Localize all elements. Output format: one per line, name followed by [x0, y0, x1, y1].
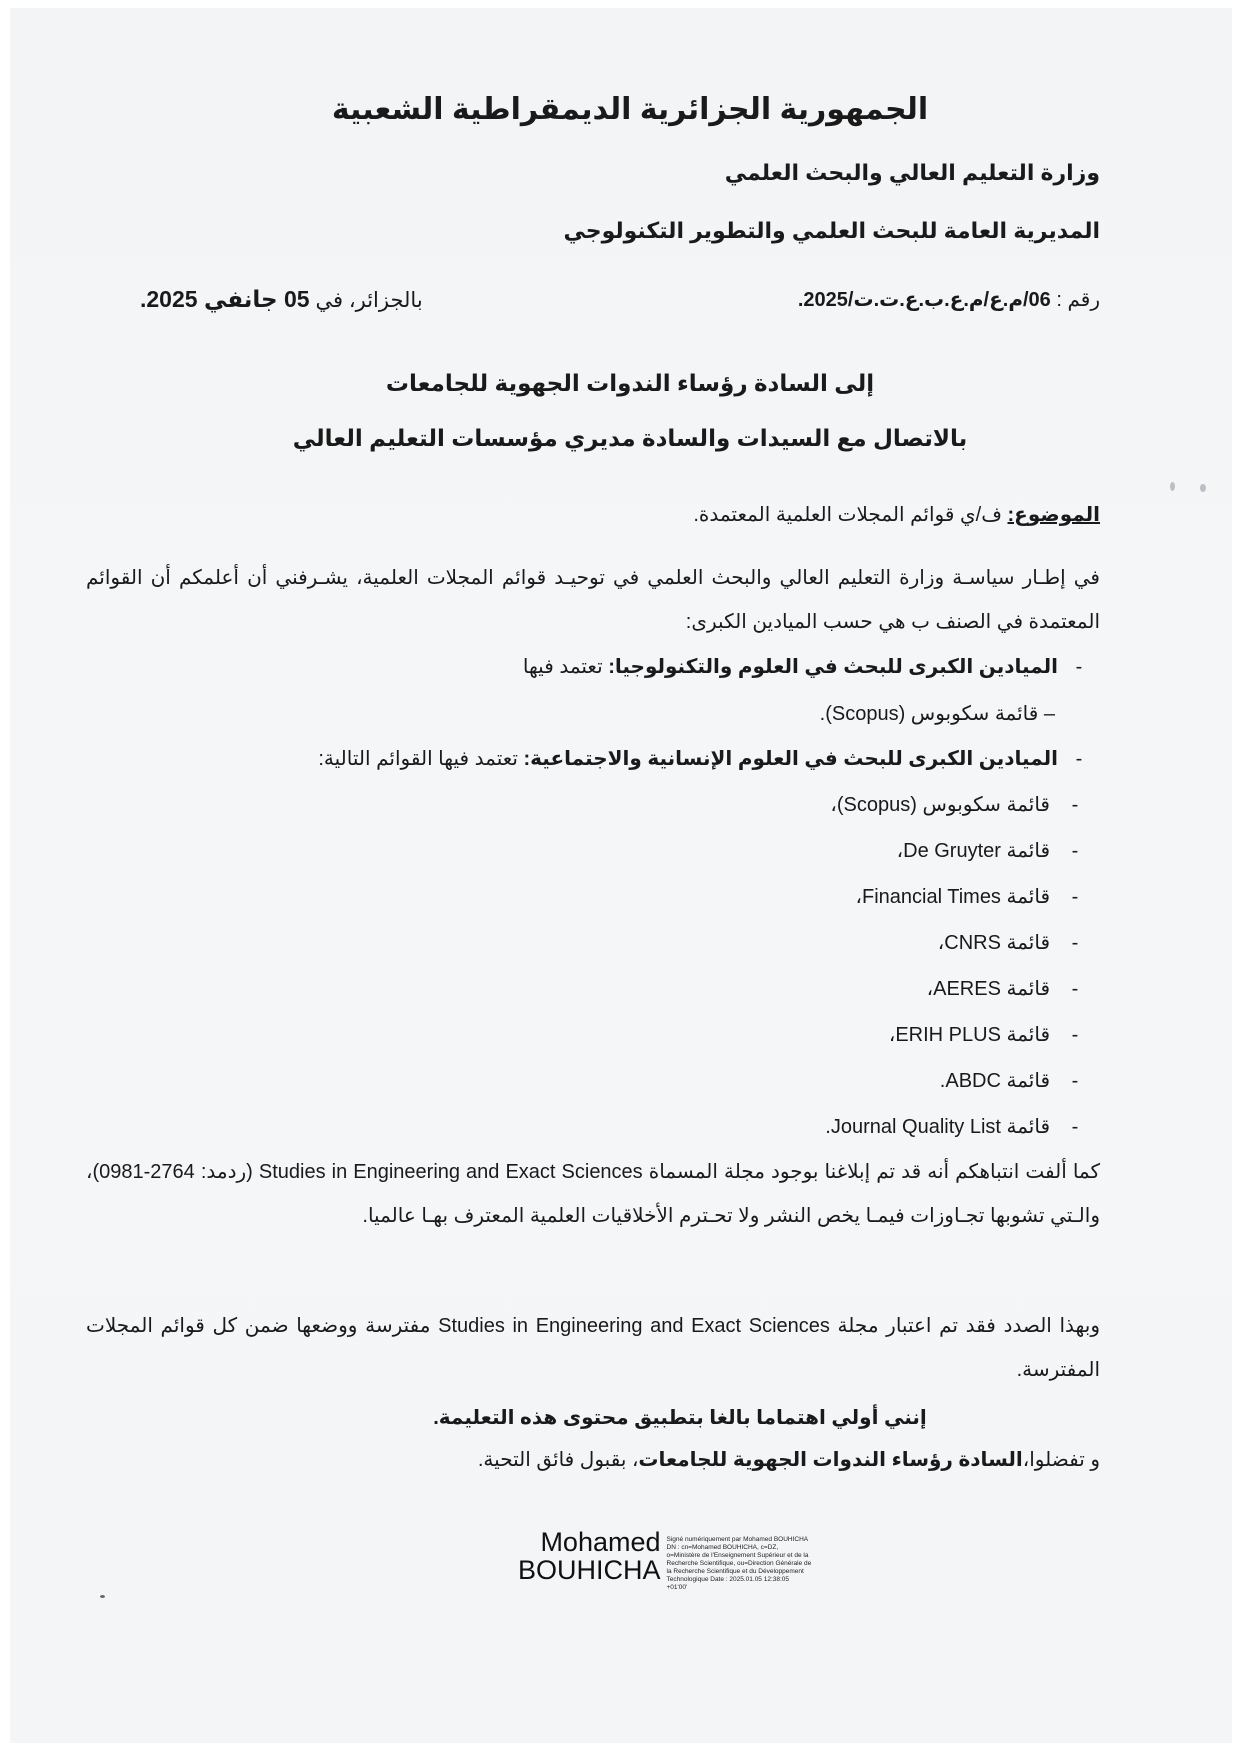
- list-item: [938, 930, 1100, 955]
- list-dash: -: [1071, 840, 1079, 862]
- subject-text: ف/ي قوائم المجلات العلمية المعتمدة.: [693, 504, 1008, 526]
- list-item-text: قائمة AERES،: [926, 978, 1050, 1000]
- emphasis-statement: إنني أولي اهتماما بالغا بتطبيق محتوى هذه التعليمة.: [433, 1407, 927, 1429]
- classification-paragraph: وبهذا الصدد فقد تم اعتبار مجلة Studies in Engineering and Exact Sciences مفترسة ووضعها ضمن كل قوائم المجلات المفترسة.: [86, 1315, 1100, 1381]
- list-item-text: قائمة ERIH PLUS،: [888, 1024, 1050, 1046]
- scan-speck: [100, 1595, 105, 1598]
- list-dash: -: [1071, 1024, 1079, 1046]
- closing-salutation: [478, 1447, 1100, 1472]
- reference-value: 06/م.ع/م.ع.ب.ع.ت.ت/2025.: [797, 289, 1051, 311]
- bullet-dash: -: [1075, 748, 1083, 770]
- domain-title: الميادين الكبرى للبحث في العلوم الإنسانية والاجتماعية:: [523, 748, 1058, 770]
- date-value: 05 جانفي 2025.: [140, 286, 310, 312]
- intro-paragraph: في إطـار سياسـة وزارة التعليم العالي والبحث العلمي في توحيـد قوائم المجلات العلمية، يشـرفني أن أعلمكم أن القوائم المعتمدة في الصنف ب هي حسب الميادين الكبرى:: [86, 567, 1100, 633]
- domain-humanities-social: [318, 746, 1100, 771]
- list-item-text: قائمة ABDC.: [939, 1070, 1050, 1092]
- signatory-first-name: Mohamed: [540, 1527, 661, 1557]
- list-dash: -: [1071, 1116, 1079, 1138]
- list-item: [856, 884, 1100, 909]
- addressee-line-1: إلى السادة رؤساء الندوات الجهوية للجامعات: [385, 370, 875, 396]
- digital-signature: [518, 1528, 812, 1592]
- closing-suffix: ، بقبول فائق التحية.: [477, 1449, 639, 1471]
- predatory-notice-paragraph: كما ألفت انتباهكم أنه قد تم إبلاغنا بوجود مجلة المسماة Studies in Engineering and Exact Sciences (ردمد: 2764-0981)، والـتي تشوبها تجـاوزات فيمـا يخص النشر ولا تحـترم الأخلاقيات العلمية المعترف بهـا عالميا.: [86, 1161, 1100, 1227]
- scan-speck: [1200, 484, 1206, 492]
- list-dash: -: [1071, 932, 1079, 954]
- list-item-text: قائمة Financial Times،: [855, 886, 1050, 908]
- list-item: [897, 838, 1100, 863]
- reference-number: [798, 287, 1100, 312]
- closing-addressee: السادة رؤساء الندوات الجهوية للجامعات: [638, 1449, 1023, 1471]
- list-dash: -: [1071, 1070, 1079, 1092]
- ministry-name: وزارة التعليم العالي والبحث العلمي: [724, 160, 1100, 185]
- subject-line: [693, 502, 1100, 527]
- list-item: [940, 1068, 1100, 1093]
- list-item-text: قائمة CNRS،: [937, 932, 1050, 954]
- domain-science-technology: [523, 654, 1100, 679]
- closing-prefix: و تفضلوا،: [1022, 1449, 1100, 1471]
- bullet-dash: -: [1075, 656, 1083, 678]
- list-item: [927, 976, 1100, 1001]
- list-dash: -: [1071, 794, 1079, 816]
- directorate-name: المديرية العامة للبحث العلمي والتطوير التكنولوجي: [563, 218, 1100, 243]
- subject-label: الموضوع:: [1007, 504, 1100, 526]
- domain1-list-item: – قائمة سكوبوس (Scopus).: [819, 703, 1055, 725]
- document-page: [10, 8, 1232, 1743]
- domain-text: تعتمد فيها: [522, 656, 609, 678]
- domain-text: تعتمد فيها القوائم التالية:: [318, 748, 524, 770]
- domain-title: الميادين الكبرى للبحث في العلوم والتكنولوجيا:: [608, 656, 1058, 678]
- republic-title-text: الجمهورية الجزائرية الديمقراطية الشعبية: [331, 93, 929, 126]
- signature-certificate: Signé numériquement par Mohamed BOUHICHA DN : cn=Mohamed BOUHICHA, c=DZ, o=Ministère de l'Enseignement Supérieur et de la Recherche Scientifique, ou=Direction Générale de la Recherche Scientifique et du Développement Technologique Date : 2025.01.05 12:38:05 +01'00': [666, 1536, 812, 1591]
- list-item-text: قائمة De Gruyter،: [896, 840, 1050, 862]
- place-label: بالجزائر، في: [315, 289, 423, 312]
- signatory-last-name: BOUHICHA: [518, 1555, 661, 1585]
- list-item: [830, 792, 1100, 817]
- list-item-text: قائمة Journal Quality List.: [825, 1116, 1050, 1138]
- list-item: [889, 1022, 1100, 1047]
- place-date: [140, 286, 423, 313]
- list-dash: -: [1071, 978, 1079, 1000]
- republic-title: [0, 92, 1240, 127]
- list-item: [825, 1114, 1100, 1139]
- reference-label: رقم :: [1056, 289, 1100, 311]
- list-dash: -: [1071, 886, 1079, 908]
- signatory-name: [518, 1528, 661, 1584]
- scan-speck: [1170, 482, 1175, 491]
- list-item-text: قائمة سكوبوس (Scopus)،: [830, 794, 1050, 816]
- addressee-line-2: بالاتصال مع السيدات والسادة مديري مؤسسات التعليم العالي: [292, 425, 968, 451]
